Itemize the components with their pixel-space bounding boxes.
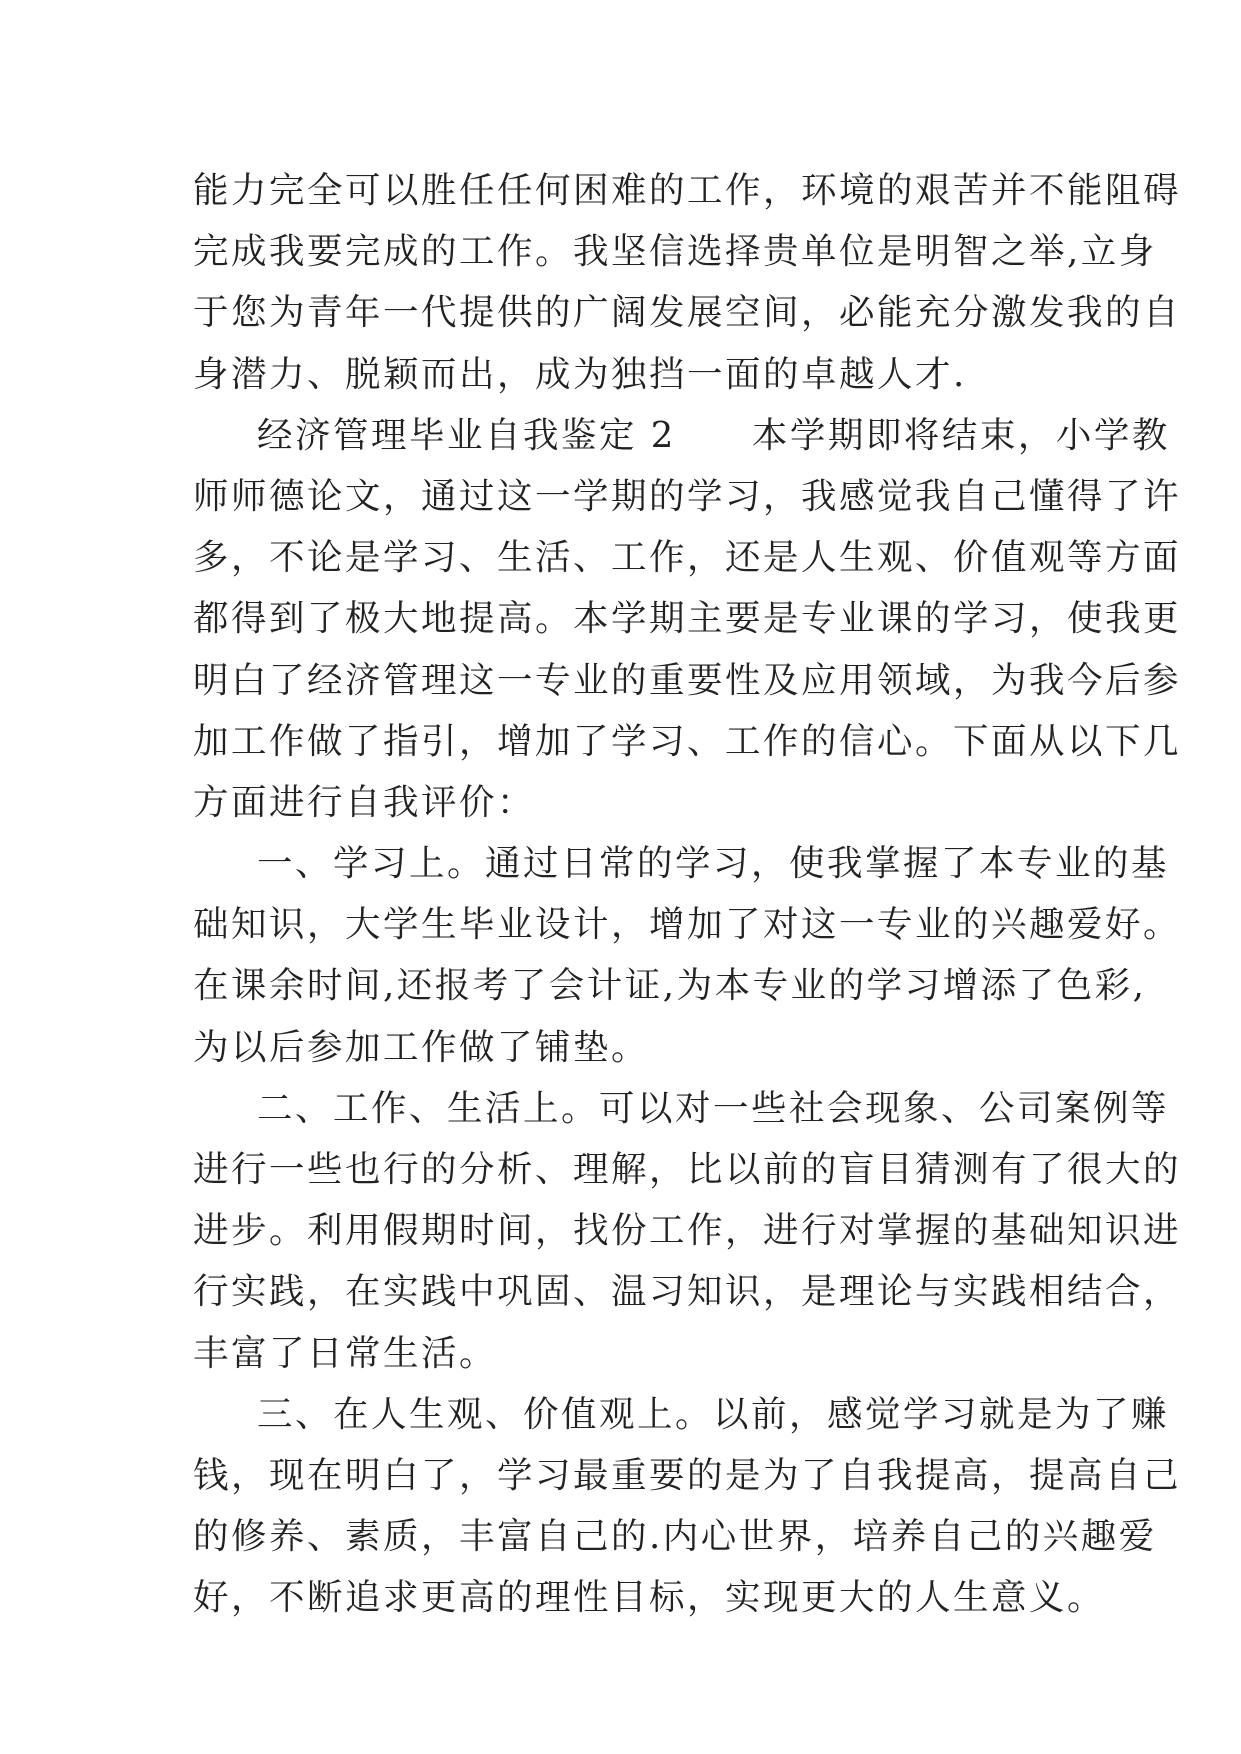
text-line: 完成我要完成的工作。我坚信选择贵单位是明智之举,立身 — [193, 231, 1157, 273]
text-line: 的修养、素质，丰富自己的.内心世界，培养自己的兴趣爱 — [193, 1516, 1157, 1558]
text-line: 行实践，在实践中巩固、温习知识，是理论与实践相结合， — [193, 1271, 1182, 1313]
text-line: 加工作做了指引，增加了学习、工作的信心。下面从以下几 — [193, 720, 1182, 762]
text-line: 在课余时间,还报考了会计证,为本专业的学习增添了色彩, — [193, 965, 1147, 1007]
text-line: 进行一些也行的分析、理解，比以前的盲目猜测有了很大的 — [193, 1149, 1182, 1190]
text-line: 钱，现在明白了，学习最重要的是为了自我提高，提高自己 — [193, 1454, 1182, 1496]
text-line: 方面进行自我评价： — [193, 781, 536, 823]
text-line: 明白了经济管理这一专业的重要性及应用领域，为我今后参 — [193, 659, 1182, 701]
document-body — [193, 160, 1182, 1629]
text-line: 丰富了日常生活。 — [193, 1332, 498, 1374]
text-line: 础知识，大学生毕业设计，增加了对这一专业的兴趣爱好。 — [193, 904, 1182, 946]
text-line: 三、在人生观、价值观上。以前，感觉学习就是为了赚 — [257, 1393, 1170, 1435]
text-line: 经济管理毕业自我鉴定 2 本学期即将结束，小学教 — [257, 414, 1170, 456]
text-line: 一、学习上。通过日常的学习，使我掌握了本专业的基 — [257, 843, 1170, 885]
text-line: 二、工作、生活上。可以对一些社会现象、公司案例等 — [257, 1087, 1170, 1129]
text-line: 身潜力、脱颖而出，成为独挡一面的卓越人才. — [193, 353, 967, 395]
text-line: 好，不断追求更高的理性目标，实现更大的人生意义。 — [193, 1577, 1106, 1619]
text-line: 为以后参加工作做了铺垫。 — [193, 1026, 650, 1068]
text-line: 都得到了极大地提高。本学期主要是专业课的学习，使我更 — [193, 598, 1182, 640]
text-line: 多，不论是学习、生活、工作，还是人生观、价值观等方面 — [193, 537, 1182, 579]
text-line: 能力完全可以胜任任何困难的工作，环境的艰苦并不能阻碍 — [193, 170, 1182, 211]
text-line: 于您为青年一代提供的广阔发展空间，必能充分激发我的自 — [193, 292, 1182, 334]
text-line: 师师德论文，通过这一学期的学习，我感觉我自己懂得了许 — [193, 475, 1182, 517]
text-line: 进步。利用假期时间，找份工作，进行对掌握的基础知识进 — [193, 1210, 1182, 1252]
